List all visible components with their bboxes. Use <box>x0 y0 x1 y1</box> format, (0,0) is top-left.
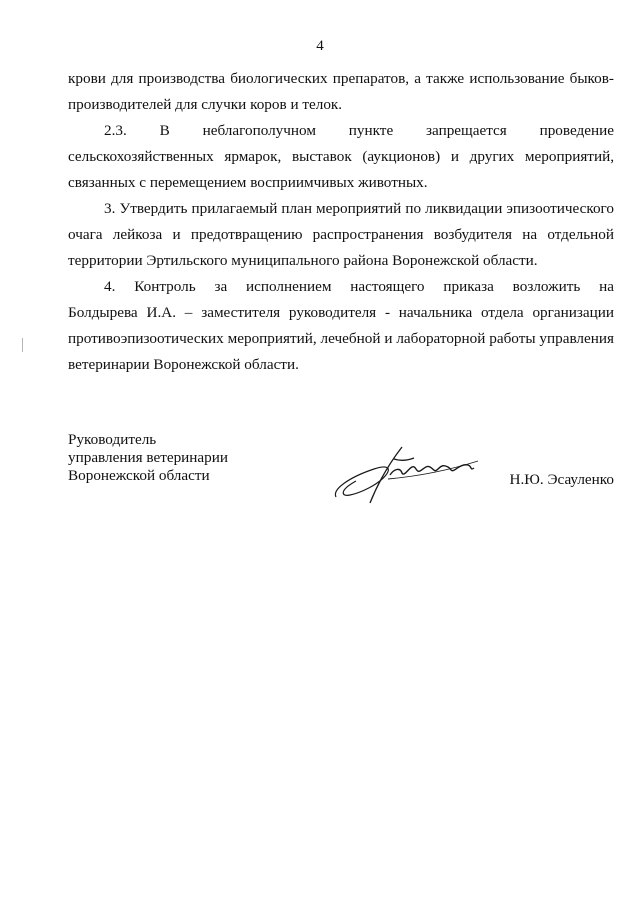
paragraph-4-cont <box>68 300 614 378</box>
document-body <box>68 66 614 378</box>
paragraph-3-cont <box>68 222 614 274</box>
paragraph-continuation <box>68 66 614 118</box>
page-number: 4 <box>316 38 324 54</box>
signatory-title-line: управления ветеринарии <box>68 449 229 466</box>
signature-block <box>68 431 614 511</box>
text-line: противоэпизоотических мероприятий, лечебной и лабораторной работы управления <box>68 330 614 347</box>
margin-mark <box>22 338 23 352</box>
signatory-title-line: Руководитель <box>68 431 157 448</box>
text-line: производителей для случки коров и телок. <box>68 96 343 113</box>
text-line: 4. Контроль за исполнением настоящего приказа возложить на <box>104 278 614 295</box>
text-line: 2.3. В неблагополучном пункте запрещается проведение <box>104 122 614 139</box>
text-line: сельскохозяйственных ярмарок, выставок (аукционов) и других мероприятий, <box>68 148 614 165</box>
signatory-name: Н.Ю. Эсауленко <box>509 471 614 488</box>
text-line: ветеринарии Воронежской области. <box>68 356 299 373</box>
text-line: Болдырева И.А. – заместителя руководителя - начальника отдела организации <box>68 304 614 321</box>
text-line: 3. Утвердить прилагаемый план мероприятий по ликвидации эпизоотического <box>104 200 614 217</box>
handwritten-signature <box>330 431 490 511</box>
paragraph-2-3-cont <box>68 144 614 196</box>
text-line: очага лейкоза и предотвращению распространения возбудителя на отдельной <box>68 226 614 243</box>
text-line: территории Эртильского муниципального района Воронежской области. <box>68 252 538 269</box>
signatory-title-line: Воронежской области <box>68 467 210 484</box>
text-line: связанных с перемещением восприимчивых животных. <box>68 174 428 191</box>
paragraph-3 <box>68 196 614 222</box>
text-line: крови для производства биологических препаратов, а также использование быков- <box>68 70 614 87</box>
paragraph-2-3 <box>68 118 614 144</box>
paragraph-4 <box>68 274 614 300</box>
